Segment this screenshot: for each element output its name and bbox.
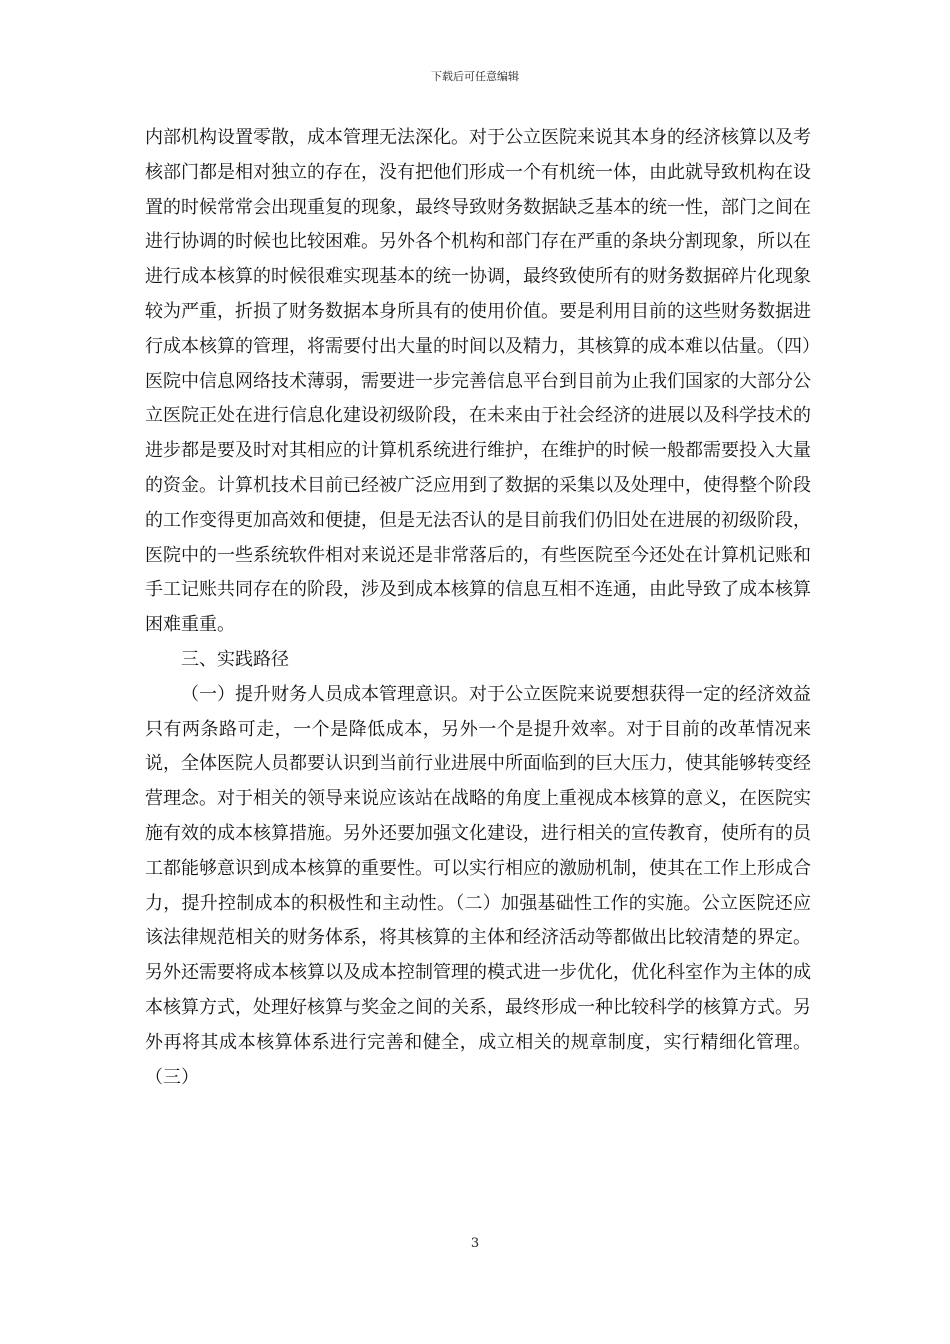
page-number: 3: [470, 1236, 480, 1251]
body-paragraph: （一）提升财务人员成本管理意识。对于公立医院来说要想获得一定的经济效益只有两条路可走，一个是降低成本，另外一个是提升效率。对于目前的改革情况来说，全体医院人员都要认识到当前行业进展中所面临到的巨大压力，使其能够转变经营理念。对于相关的领导来说应该站在战略的角度上重视成本核算的意义，在医院实施有效的成本核算措施。另外还要加强文化建设，进行相关的宣传教育，使所有的员工都能够意识到成本核算的重要性。可以实行相应的激励机制，使其在工作上形成合力，提升控制成本的积极性和主动性。（二）加强基础性工作的实施。公立医院还应该法律规范相关的财务体系，将其核算的主体和经济活动等都做出比较清楚的界定。另外还需要将成本核算以及成本控制管理的模式进一步优化，优化科室作为主体的成本核算方式，处理好核算与奖金之间的关系，最终形成一种比较科学的核算方式。另外再将其成本核算体系进行完善和健全，成立相关的规章制度，实行精细化管理。（三）: [145, 683, 811, 1088]
page-header: 下载后可任意编辑: [431, 70, 519, 83]
body-paragraph: 内部机构设置零散，成本管理无法深化。对于公立医院来说其本身的经济核算以及考核部门都是相对独立的存在，没有把他们形成一个有机统一体，由此就导致机构在设置的时候常常会出现重复的现象，最终导致财务数据缺乏基本的统一性，部门之间在进行协调的时候也比较困难。另外各个机构和部门存在严重的条块分割现象，所以在进行成本核算的时候很难实现基本的统一协调，最终致使所有的财务数据碎片化现象较为严重，折损了财务数据本身所具有的使用价值。要是利用目前的这些财务数据进行成本核算的管理，将需要付出大量的时间以及精力，其核算的成本难以估量。（四）医院中信息网络技术薄弱，需要进一步完善信息平台到目前为止我们国家的大部分公立医院正处在进行信息化建设初级阶段，在未来由于社会经济的进展以及科学技术的进步都是要及时对其相应的计算机系统进行维护，在维护的时候一般都需要投入大量的资金。计算机技术目前已经被广泛应用到了数据的采集以及处理中，使得整个阶段的工作变得更加高效和便捷，但是无法否认的是目前我们仍旧处在进展的初级阶段，医院中的一些系统软件相对来说还是非常落后的，有些医院至今还处在计算机记账和手工记账共同存在的阶段，涉及到成本核算的信息互相不连通，由此导致了成本核算困难重重。: [145, 127, 811, 636]
section-heading: 三、实践路径: [181, 648, 289, 670]
document-body: [145, 121, 811, 1095]
